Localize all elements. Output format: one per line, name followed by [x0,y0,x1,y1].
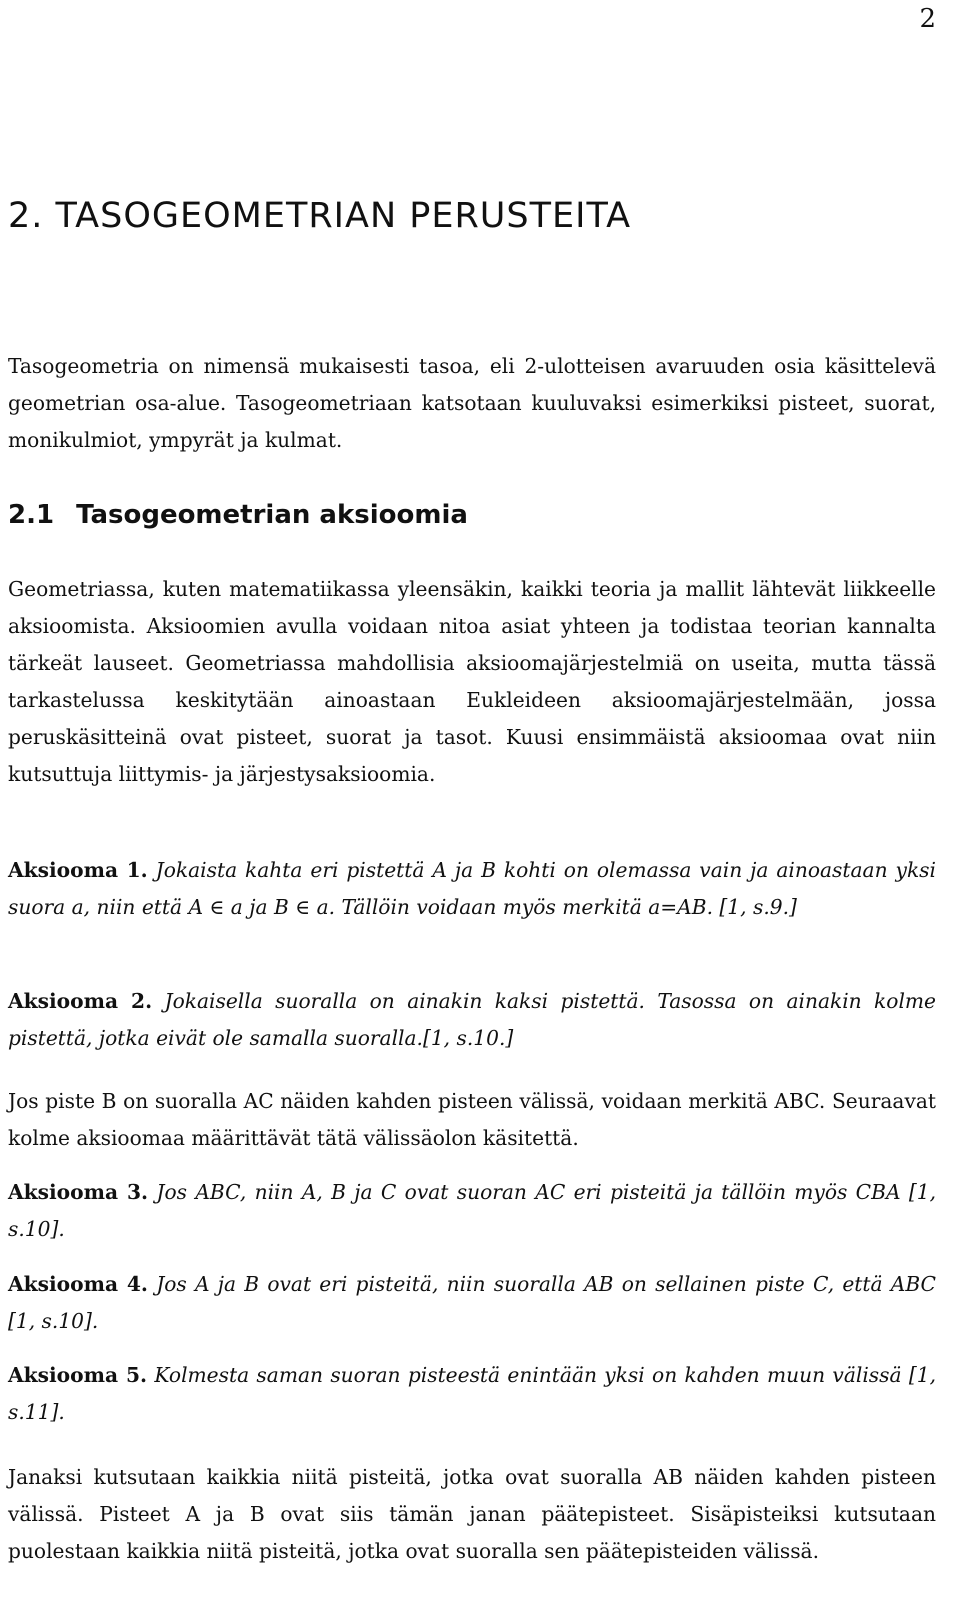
section-paragraph: Geometriassa, kuten matematiikassa yleensäkin, kaikki teoria ja mallit lähtevät liikkeelle aksioomista. Aksioomien avulla voidaan nitoa asiat yhteen ja todistaa teorian kannalta tärkeät lauseet. Geometriassa mahdollisia aksioomajärjestelmiä on useita, mutta tässä tarkastelussa keskitytään ainoastaan Eukleideen aksioomajärjestelmään, jossa peruskäsitteinä ovat pisteet, suorat ja tasot. Kuusi ensimmäistä aksioomaa ovat niin kutsuttuja liittymis- ja järjestysaksioomia. [8,577,936,786]
section-heading [8,500,468,530]
axiom-text: Jos ABC, niin A, B ja C ovat suoran AC eri pisteitä ja tällöin myös CBA [1, s.10]. [8,1180,936,1241]
axiom-4 [8,1266,936,1340]
axiom-label: Aksiooma 1. [8,858,148,882]
segment-paragraph: Janaksi kutsutaan kaikkia niitä pisteitä, jotka ovat suoralla AB näiden kahden pisteen välissä. Pisteet A ja B ovat siis tämän janan päätepisteet. Sisäpisteiksi kutsutaan puolestaan kaikkia niitä pisteitä, jotka ovat suoralla sen päätepisteiden välissä. [8,1465,936,1563]
axiom-label: Aksiooma 2. [8,989,153,1013]
axiom-label: Aksiooma 4. [8,1272,148,1296]
section-number: 2.1 [8,500,55,530]
chapter-title: 2. TASOGEOMETRIAN PERUSTEITA [8,196,632,236]
axiom-label: Aksiooma 3. [8,1180,149,1204]
axiom-5 [8,1357,936,1431]
axiom-1 [8,852,936,926]
axiom-2 [8,983,936,1057]
axiom-3 [8,1174,936,1248]
between-paragraph: Jos piste B on suoralla AC näiden kahden pisteen välissä, voidaan merkitä ABC. Seuraavat kolme aksioomaa määrittävät tätä välissäolon käsitettä. [8,1089,936,1150]
page-number: 2 [919,4,936,34]
axiom-label: Aksiooma 5. [8,1363,148,1387]
axiom-text: Jokaisella suoralla on ainakin kaksi pistettä. Tasossa on ainakin kolme pistettä, jotka eivät ole samalla suoralla.[1, s.10.] [8,989,936,1050]
axiom-text: Jos A ja B ovat eri pisteitä, niin suoralla AB on sellainen piste C, että ABC [1, s.10]. [8,1272,936,1333]
intro-paragraph: Tasogeometria on nimensä mukaisesti tasoa, eli 2-ulotteisen avaruuden osia käsittelevä geometrian osa-alue. Tasogeometriaan katsotaan kuuluvaksi esimerkiksi pisteet, suorat, monikulmiot, ympyrät ja kulmat. [8,354,936,452]
axiom-text: Jokaista kahta eri pistettä A ja B kohti on olemassa vain ja ainoastaan yksi suora a, niin että A ∈ a ja B ∈ a. Tällöin voidaan myös merkitä a=AB. [1, s.9.] [8,858,936,919]
section-title: Tasogeometrian aksioomia [76,500,468,530]
axiom-text: Kolmesta saman suoran pisteestä enintään yksi on kahden muun välissä [1, s.11]. [8,1363,936,1424]
